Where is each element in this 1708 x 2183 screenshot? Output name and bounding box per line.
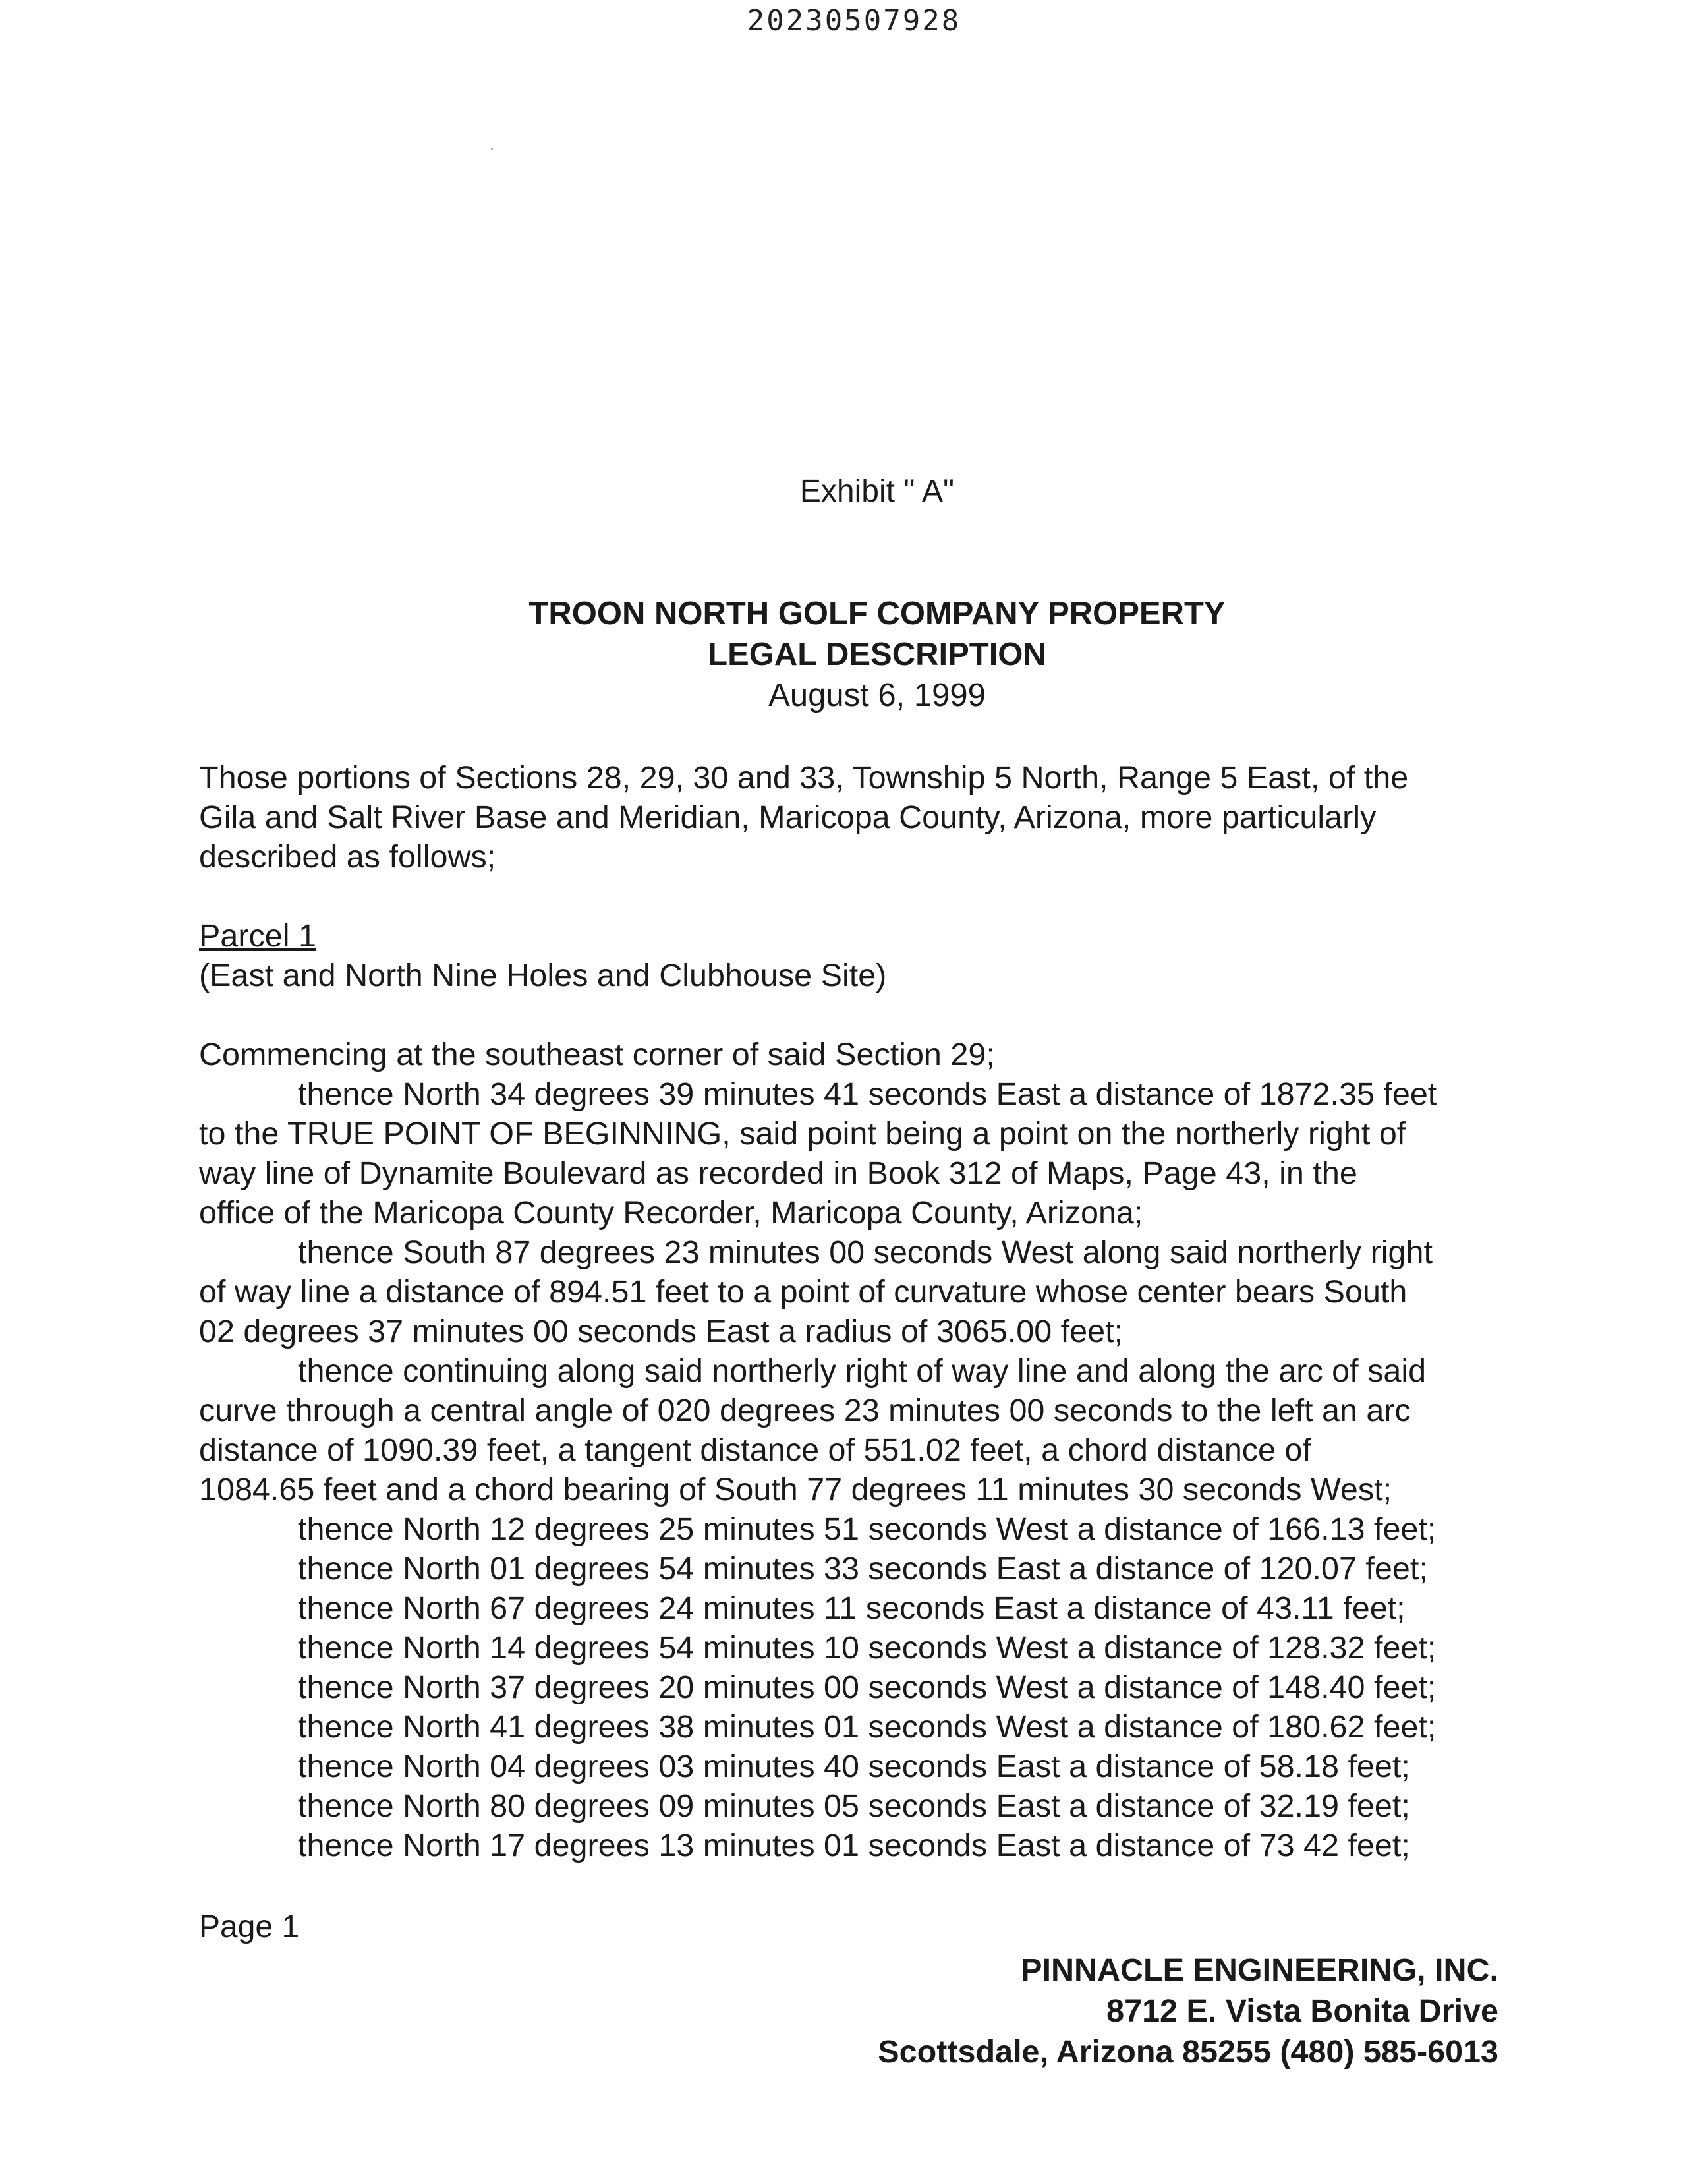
legal-line: office of the Maricopa County Recorder, Maricopa County, Arizona; xyxy=(199,1195,1143,1231)
legal-line: thence North 37 degrees 20 minutes 00 seconds West a distance of 148.40 feet; xyxy=(298,1670,1437,1705)
title-line-1: TROON NORTH GOLF COMPANY PROPERTY xyxy=(528,596,1226,631)
parcel-block xyxy=(199,916,1517,995)
legal-line: thence North 17 degrees 13 minutes 01 seconds East a distance of 73 42 feet; xyxy=(298,1828,1410,1863)
exhibit-label xyxy=(0,473,1708,509)
parcel-subheading: (East and North Nine Holes and Clubhouse Site) xyxy=(199,958,887,993)
intro-paragraph xyxy=(199,758,1517,877)
title-block xyxy=(0,593,1708,716)
intro-line: Gila and Salt River Base and Meridian, Maricopa County, Arizona, more particularly xyxy=(199,800,1377,835)
scan-speck xyxy=(491,148,493,150)
legal-line: thence North 67 degrees 24 minutes 11 seconds East a distance of 43.11 feet; xyxy=(298,1590,1406,1626)
legal-line: 1084.65 feet and a chord bearing of South 77 degrees 11 minutes 30 seconds West; xyxy=(199,1472,1392,1507)
firm-block xyxy=(878,1950,1498,2072)
legal-description xyxy=(199,1035,1517,1865)
legal-line: thence continuing along said northerly right of way line and along the arc of said xyxy=(298,1353,1427,1389)
intro-line: described as follows; xyxy=(199,839,496,875)
title-line-2: LEGAL DESCRIPTION xyxy=(708,637,1046,672)
title-date: August 6, 1999 xyxy=(768,678,986,713)
legal-line: thence North 34 degrees 39 minutes 41 seconds East a distance of 1872.35 feet xyxy=(298,1076,1437,1112)
legal-line: of way line a distance of 894.51 feet to a point of curvature whose center bears South xyxy=(199,1274,1408,1310)
document-number: 20230507928 xyxy=(747,4,961,38)
legal-line: Commencing at the southeast corner of said Section 29; xyxy=(199,1037,995,1072)
legal-line: 02 degrees 37 minutes 00 seconds East a radius of 3065.00 feet; xyxy=(199,1314,1124,1349)
legal-line: thence North 41 degrees 38 minutes 01 seconds West a distance of 180.62 feet; xyxy=(298,1709,1437,1745)
legal-line: thence North 04 degrees 03 minutes 40 seconds East a distance of 58.18 feet; xyxy=(298,1749,1410,1784)
firm-address: 8712 E. Vista Bonita Drive xyxy=(1106,1993,1498,2029)
legal-line: thence North 12 degrees 25 minutes 51 seconds West a distance of 166.13 feet; xyxy=(298,1511,1437,1547)
legal-line: distance of 1090.39 feet, a tangent distance of 551.02 feet, a chord distance of xyxy=(199,1432,1311,1468)
page-number: Page 1 xyxy=(199,1909,300,1944)
legal-line: way line of Dynamite Boulevard as recorded in Book 312 of Maps, Page 43, in the xyxy=(199,1155,1357,1191)
legal-line: thence North 80 degrees 09 minutes 05 seconds East a distance of 32.19 feet; xyxy=(298,1788,1410,1824)
legal-line: curve through a central angle of 020 degrees 23 minutes 00 seconds to the left an arc xyxy=(199,1393,1411,1428)
legal-line: to the TRUE POINT OF BEGINNING, said point being a point on the northerly right of xyxy=(199,1116,1406,1151)
exhibit-label-text: Exhibit " A" xyxy=(799,474,955,509)
firm-name: PINNACLE ENGINEERING, INC. xyxy=(1021,1952,1498,1988)
legal-line: thence North 01 degrees 54 minutes 33 seconds East a distance of 120.07 feet; xyxy=(298,1551,1428,1586)
firm-city-phone: Scottsdale, Arizona 85255 (480) 585-6013 xyxy=(878,2034,1498,2070)
parcel-heading: Parcel 1 xyxy=(199,918,316,954)
legal-line: thence South 87 degrees 23 minutes 00 seconds West along said northerly right xyxy=(298,1235,1433,1270)
intro-line: Those portions of Sections 28, 29, 30 and 33, Township 5 North, Range 5 East, of the xyxy=(199,760,1409,796)
legal-line: thence North 14 degrees 54 minutes 10 seconds West a distance of 128.32 feet; xyxy=(298,1630,1437,1666)
